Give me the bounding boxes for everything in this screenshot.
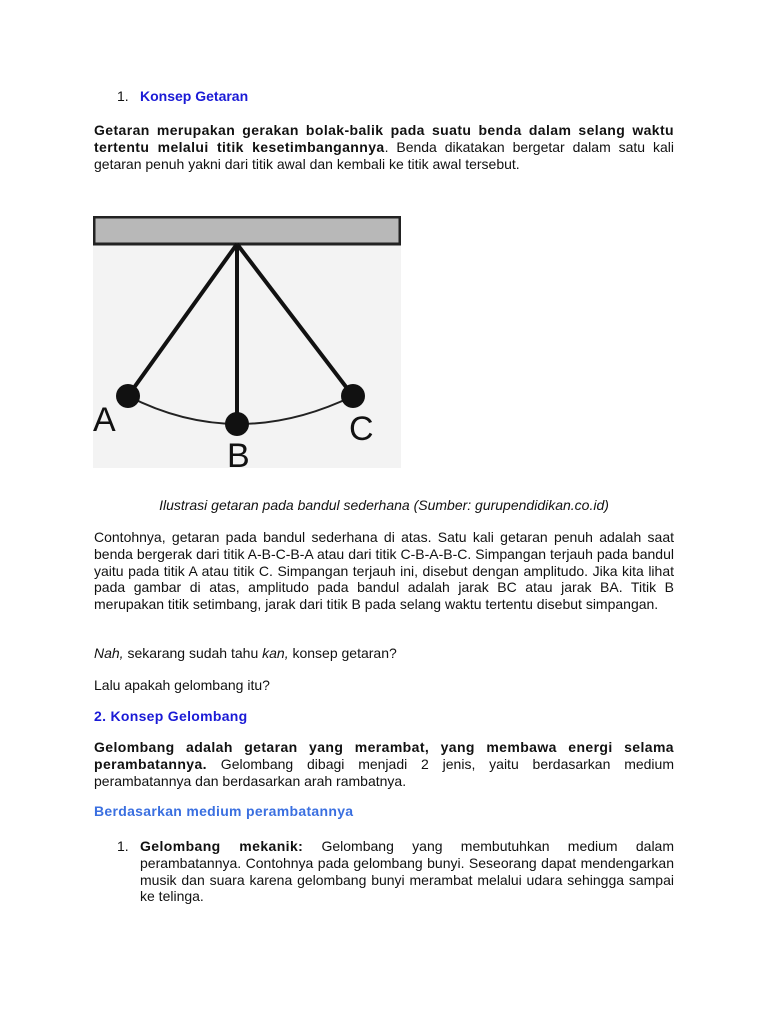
pendulum-ball-a: [116, 384, 140, 408]
pendulum-ball-b: [225, 412, 249, 436]
list-item-term: Gelombang mekanik:: [140, 838, 304, 854]
pendulum-illustration: [93, 216, 401, 468]
bold-definition: Getaran merupakan gerakan bolak-balik pada suatu benda dalam selang waktu tertentu melalui titik kesetimbangannya: [94, 122, 674, 155]
paragraph-question: Lalu apakah gelombang itu?: [94, 677, 270, 693]
paragraph-contoh: Contohnya, getaran pada bandul sederhana di atas. Satu kali getaran penuh adalah saat benda bergerak dari titik A-B-C-B-A atau dari titik C-B-A-B-C. Simpangan terjauh pada bandul yaitu pada titik A atau titik C. Simpangan terjauh ini, disebut dengan amplitudo. Jika kita lihat pada gambar di atas, amplitudo pada bandul adalah jarak BC atau jarak BA. Titik B merupakan titik setimbang, jarak dari titik B pada selang waktu tertentu disebut simpangan.: [94, 529, 674, 613]
paragraph-definition-gelombang: [94, 739, 674, 789]
list-item-text: Gelombang yang membutuhkan medium dalam perambatannya. Contohnya pada gelombang bunyi. Seseorang dapat mendengarkan musik dan suara karena gelombang bunyi merambat melalui udara sehingga sampai ke telinga.: [140, 838, 675, 905]
list-item-gelombang-mekanik: [140, 838, 674, 905]
list-number: 1.: [117, 838, 129, 854]
subheading-medium: Berdasarkan medium perambatannya: [94, 803, 354, 819]
label-b: B: [227, 437, 250, 468]
paragraph-text: Gelombang dibagi menjadi 2 jenis, yaitu berdasarkan medium perambatannya dan berdasarkan arah rambatnya.: [94, 755, 674, 789]
paragraph-nah: [94, 645, 674, 662]
label-c: C: [349, 410, 374, 448]
paragraph-text: . Benda dikatakan bergetar dalam satu kali getaran penuh yakni dari titik awal dan kembali ke titik awal tersebut.: [94, 138, 674, 172]
pendulum-ball-c: [341, 384, 365, 408]
paragraph-text: konsep getaran?: [288, 645, 397, 661]
section-heading-konsep-getaran: Konsep Getaran: [140, 88, 249, 104]
italic-text: Nah,: [94, 645, 124, 661]
section-number: 1.: [117, 88, 129, 104]
bold-definition: Gelombang adalah getaran yang merambat, yang membawa energi selama perambatannya.: [94, 739, 674, 772]
label-a: A: [93, 401, 116, 439]
ceiling-bar: [94, 217, 400, 244]
paragraph-definition-getaran: [94, 122, 674, 172]
italic-text: kan,: [262, 645, 289, 661]
section-heading-konsep-gelombang: 2. Konsep Gelombang: [94, 708, 248, 724]
figure-caption: Ilustrasi getaran pada bandul sederhana (Sumber: gurupendidikan.co.id): [159, 497, 609, 513]
paragraph-text: sekarang sudah tahu: [123, 645, 263, 661]
